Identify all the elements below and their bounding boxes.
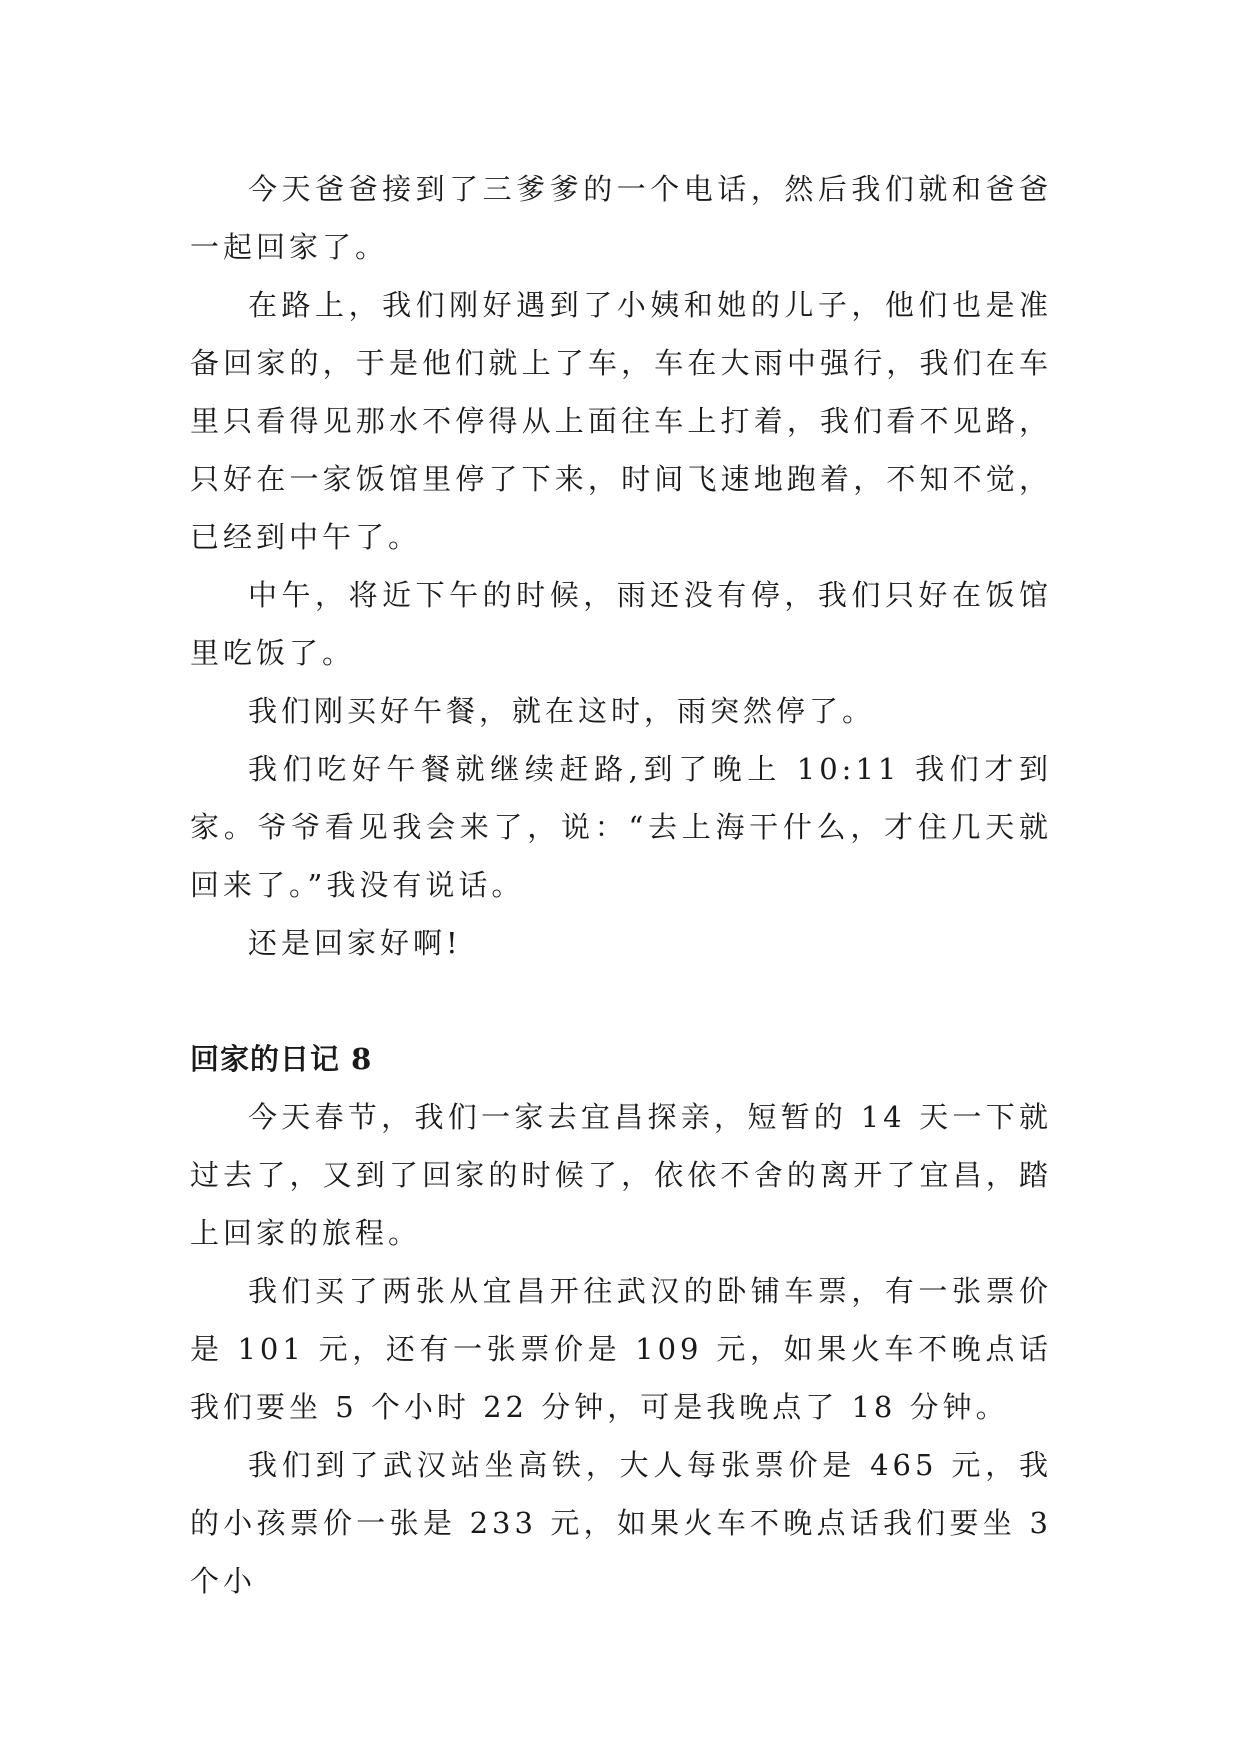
section-title: 回家的日记 8 — [190, 1042, 373, 1076]
paragraph: 我们到了武汉站坐高铁，大人每张票价是 465 元，我的小孩票价一张是 233 元，如果火车不晚点话我们要坐 3 个小 — [190, 1448, 1052, 1598]
document-page — [190, 160, 1052, 1610]
paragraph: 我们刚买好午餐，就在这时，雨突然停了。 — [248, 694, 876, 728]
paragraph: 今天春节，我们一家去宜昌探亲，短暂的 14 天一下就过去了，又到了回家的时候了，依依不舍的离开了宜昌，踏上回家的旅程。 — [190, 1100, 1052, 1250]
paragraph: 还是回家好啊! — [248, 926, 462, 960]
section-spacer — [190, 972, 1052, 1030]
paragraph: 中午，将近下午的时候，雨还没有停，我们只好在饭馆里吃饭了。 — [190, 578, 1052, 670]
paragraph: 我们吃好午餐就继续赶路,到了晚上 10:11 我们才到家。爷爷看见我会来了，说：“去上海干什么，才住几天就回来了。”我没有说话。 — [190, 752, 1052, 902]
paragraph: 在路上，我们刚好遇到了小姨和她的儿子，他们也是准备回家的，于是他们就上了车，车在大雨中强行，我们在车里只看得见那水不停得从上面往车上打着，我们看不见路，只好在一家饭馆里停了下来，时间飞速地跑着，不知不觉，已经到中午了。 — [190, 288, 1052, 554]
paragraph: 我们买了两张从宜昌开往武汉的卧铺车票，有一张票价是 101 元，还有一张票价是 109 元，如果火车不晚点话我们要坐 5 个小时 22 分钟，可是我晚点了 18 分钟。 — [190, 1274, 1052, 1424]
paragraph: 今天爸爸接到了三爹爹的一个电话，然后我们就和爸爸一起回家了。 — [190, 172, 1052, 264]
